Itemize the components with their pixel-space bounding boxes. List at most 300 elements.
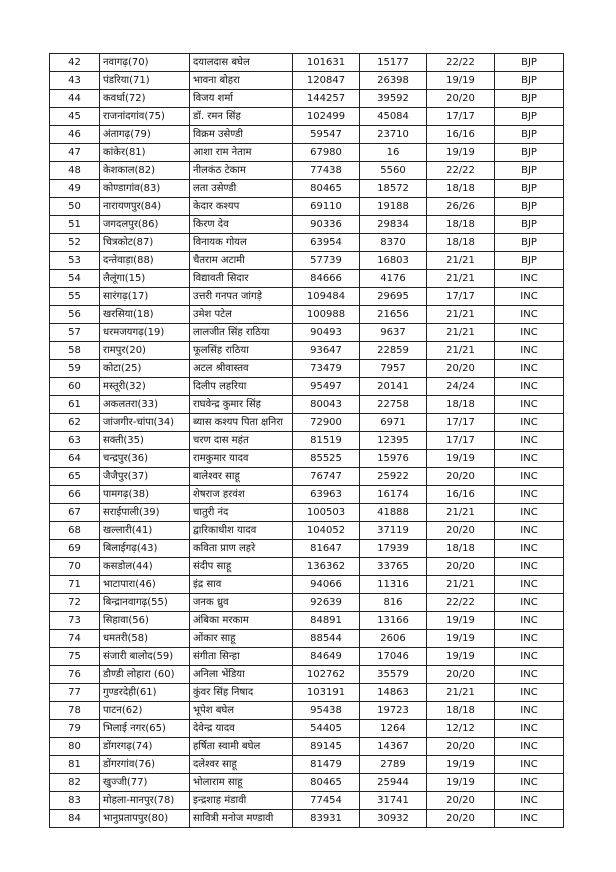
constituency-cell: सिहावा(56) (100, 612, 190, 630)
rounds-cell: 21/21 (427, 306, 495, 324)
constituency-cell: डोंगरगांव(76) (100, 756, 190, 774)
results-table-body (50, 54, 564, 828)
party-cell: INC (495, 396, 564, 414)
party-cell: BJP (495, 144, 564, 162)
constituency-cell: नारायणपुर(84) (100, 198, 190, 216)
serial-number-cell: 78 (50, 702, 100, 720)
votes-cell: 81647 (293, 540, 360, 558)
party-cell: INC (495, 720, 564, 738)
rounds-cell: 20/20 (427, 810, 495, 828)
candidate-cell: अटल श्रीवास्तव (190, 360, 293, 378)
table-row (50, 198, 564, 216)
rounds-cell: 19/19 (427, 612, 495, 630)
candidate-cell: लालजीत सिंह राठिया (190, 324, 293, 342)
margin-cell: 39592 (360, 90, 427, 108)
party-cell: INC (495, 558, 564, 576)
party-cell: INC (495, 630, 564, 648)
votes-cell: 84891 (293, 612, 360, 630)
margin-cell: 22859 (360, 342, 427, 360)
table-row (50, 216, 564, 234)
votes-cell: 84666 (293, 270, 360, 288)
votes-cell: 77438 (293, 162, 360, 180)
serial-number-cell: 55 (50, 288, 100, 306)
serial-number-cell: 42 (50, 54, 100, 72)
table-row (50, 486, 564, 504)
margin-cell: 14367 (360, 738, 427, 756)
votes-cell: 89145 (293, 738, 360, 756)
margin-cell: 16803 (360, 252, 427, 270)
candidate-cell: फूलसिंह राठिया (190, 342, 293, 360)
candidate-cell: चातुरी नंद (190, 504, 293, 522)
margin-cell: 13166 (360, 612, 427, 630)
table-row (50, 756, 564, 774)
margin-cell: 816 (360, 594, 427, 612)
candidate-cell: आशा राम नेताम (190, 144, 293, 162)
table-row (50, 540, 564, 558)
candidate-cell: हर्षिता स्वामी बघेल (190, 738, 293, 756)
table-row (50, 504, 564, 522)
party-cell: INC (495, 684, 564, 702)
votes-cell: 95438 (293, 702, 360, 720)
margin-cell: 11316 (360, 576, 427, 594)
votes-cell: 109484 (293, 288, 360, 306)
rounds-cell: 26/26 (427, 198, 495, 216)
margin-cell: 35579 (360, 666, 427, 684)
rounds-cell: 17/17 (427, 288, 495, 306)
margin-cell: 20141 (360, 378, 427, 396)
margin-cell: 31741 (360, 792, 427, 810)
candidate-cell: जनक ध्रुव (190, 594, 293, 612)
votes-cell: 57739 (293, 252, 360, 270)
votes-cell: 83931 (293, 810, 360, 828)
party-cell: BJP (495, 90, 564, 108)
votes-cell: 88544 (293, 630, 360, 648)
margin-cell: 9637 (360, 324, 427, 342)
votes-cell: 81479 (293, 756, 360, 774)
serial-number-cell: 56 (50, 306, 100, 324)
rounds-cell: 21/21 (427, 270, 495, 288)
serial-number-cell: 44 (50, 90, 100, 108)
table-row (50, 774, 564, 792)
party-cell: INC (495, 540, 564, 558)
party-cell: BJP (495, 126, 564, 144)
party-cell: BJP (495, 234, 564, 252)
party-cell: INC (495, 378, 564, 396)
constituency-cell: कोण्डागांव(83) (100, 180, 190, 198)
rounds-cell: 18/18 (427, 702, 495, 720)
votes-cell: 80465 (293, 180, 360, 198)
constituency-cell: सारंगढ़(17) (100, 288, 190, 306)
votes-cell: 136362 (293, 558, 360, 576)
constituency-cell: धरमजयगढ़(19) (100, 324, 190, 342)
constituency-cell: रामपुर(20) (100, 342, 190, 360)
votes-cell: 63963 (293, 486, 360, 504)
votes-cell: 102499 (293, 108, 360, 126)
serial-number-cell: 63 (50, 432, 100, 450)
constituency-cell: मोहला-मानपुर(78) (100, 792, 190, 810)
table-row (50, 702, 564, 720)
table-row (50, 72, 564, 90)
table-row (50, 792, 564, 810)
margin-cell: 15976 (360, 450, 427, 468)
party-cell: INC (495, 342, 564, 360)
party-cell: BJP (495, 72, 564, 90)
votes-cell: 67980 (293, 144, 360, 162)
rounds-cell: 20/20 (427, 666, 495, 684)
votes-cell: 73479 (293, 360, 360, 378)
margin-cell: 30932 (360, 810, 427, 828)
margin-cell: 37119 (360, 522, 427, 540)
party-cell: INC (495, 504, 564, 522)
margin-cell: 4176 (360, 270, 427, 288)
party-cell: INC (495, 432, 564, 450)
rounds-cell: 20/20 (427, 468, 495, 486)
rounds-cell: 24/24 (427, 378, 495, 396)
margin-cell: 16174 (360, 486, 427, 504)
votes-cell: 144257 (293, 90, 360, 108)
constituency-cell: संजारी बालोद(59) (100, 648, 190, 666)
constituency-cell: केशकाल(82) (100, 162, 190, 180)
candidate-cell: राघवेन्द्र कुमार सिंह (190, 396, 293, 414)
constituency-cell: दन्तेवाड़ा(88) (100, 252, 190, 270)
table-row (50, 378, 564, 396)
votes-cell: 81519 (293, 432, 360, 450)
votes-cell: 90336 (293, 216, 360, 234)
rounds-cell: 19/19 (427, 144, 495, 162)
candidate-cell: दिलीप लहरिया (190, 378, 293, 396)
serial-number-cell: 79 (50, 720, 100, 738)
rounds-cell: 18/18 (427, 540, 495, 558)
table-row (50, 810, 564, 828)
table-row (50, 90, 564, 108)
serial-number-cell: 53 (50, 252, 100, 270)
candidate-cell: देवेन्द्र यादव (190, 720, 293, 738)
margin-cell: 23710 (360, 126, 427, 144)
rounds-cell: 19/19 (427, 72, 495, 90)
table-row (50, 432, 564, 450)
candidate-cell: संदीप साहू (190, 558, 293, 576)
table-row (50, 522, 564, 540)
rounds-cell: 18/18 (427, 216, 495, 234)
votes-cell: 103191 (293, 684, 360, 702)
party-cell: BJP (495, 54, 564, 72)
candidate-cell: ब्यास कश्यप पिता क्षनिरा (190, 414, 293, 432)
constituency-cell: भानुप्रतापपुर(80) (100, 810, 190, 828)
candidate-cell: शेषराज हरवंश (190, 486, 293, 504)
serial-number-cell: 84 (50, 810, 100, 828)
candidate-cell: ओंकार साहू (190, 630, 293, 648)
rounds-cell: 21/21 (427, 504, 495, 522)
rounds-cell: 17/17 (427, 108, 495, 126)
party-cell: INC (495, 792, 564, 810)
candidate-cell: उमेश पटेल (190, 306, 293, 324)
table-row (50, 252, 564, 270)
constituency-cell: नवागढ़(70) (100, 54, 190, 72)
serial-number-cell: 66 (50, 486, 100, 504)
party-cell: INC (495, 774, 564, 792)
table-row (50, 450, 564, 468)
serial-number-cell: 62 (50, 414, 100, 432)
candidate-cell: किरण देव (190, 216, 293, 234)
candidate-cell: भूपेश बघेल (190, 702, 293, 720)
candidate-cell: रामकुमार यादव (190, 450, 293, 468)
constituency-cell: भाटापारा(46) (100, 576, 190, 594)
constituency-cell: पामगढ़(38) (100, 486, 190, 504)
serial-number-cell: 58 (50, 342, 100, 360)
rounds-cell: 17/17 (427, 432, 495, 450)
party-cell: INC (495, 522, 564, 540)
constituency-cell: मस्तूरी(32) (100, 378, 190, 396)
votes-cell: 95497 (293, 378, 360, 396)
party-cell: INC (495, 414, 564, 432)
margin-cell: 29834 (360, 216, 427, 234)
candidate-cell: उत्तरी गनपत जांगड़े (190, 288, 293, 306)
serial-number-cell: 48 (50, 162, 100, 180)
candidate-cell: चैतराम अटामी (190, 252, 293, 270)
margin-cell: 8370 (360, 234, 427, 252)
rounds-cell: 20/20 (427, 792, 495, 810)
table-row (50, 414, 564, 432)
table-row (50, 324, 564, 342)
rounds-cell: 19/19 (427, 630, 495, 648)
constituency-cell: जगदलपुर(86) (100, 216, 190, 234)
table-row (50, 360, 564, 378)
party-cell: INC (495, 738, 564, 756)
rounds-cell: 17/17 (427, 414, 495, 432)
candidate-cell: भोलाराम साहू (190, 774, 293, 792)
constituency-cell: चन्द्रपुर(36) (100, 450, 190, 468)
margin-cell: 17046 (360, 648, 427, 666)
votes-cell: 80043 (293, 396, 360, 414)
table-row (50, 108, 564, 126)
constituency-cell: कवर्धा(72) (100, 90, 190, 108)
serial-number-cell: 50 (50, 198, 100, 216)
table-row (50, 558, 564, 576)
rounds-cell: 18/18 (427, 180, 495, 198)
table-row (50, 180, 564, 198)
constituency-cell: बिलाईगढ़(43) (100, 540, 190, 558)
margin-cell: 2789 (360, 756, 427, 774)
rounds-cell: 19/19 (427, 648, 495, 666)
votes-cell: 102762 (293, 666, 360, 684)
constituency-cell: लैलूंगा(15) (100, 270, 190, 288)
constituency-cell: खरसिया(18) (100, 306, 190, 324)
margin-cell: 5560 (360, 162, 427, 180)
table-row (50, 576, 564, 594)
rounds-cell: 22/22 (427, 594, 495, 612)
margin-cell: 41888 (360, 504, 427, 522)
margin-cell: 6971 (360, 414, 427, 432)
party-cell: INC (495, 468, 564, 486)
party-cell: INC (495, 756, 564, 774)
table-row (50, 54, 564, 72)
constituency-cell: सक्ती(35) (100, 432, 190, 450)
constituency-cell: खुज्जी(77) (100, 774, 190, 792)
serial-number-cell: 83 (50, 792, 100, 810)
table-row (50, 306, 564, 324)
margin-cell: 17939 (360, 540, 427, 558)
candidate-cell: विद्यावती सिदार (190, 270, 293, 288)
rounds-cell: 21/21 (427, 324, 495, 342)
serial-number-cell: 47 (50, 144, 100, 162)
party-cell: INC (495, 360, 564, 378)
results-table (49, 53, 564, 828)
party-cell: INC (495, 486, 564, 504)
rounds-cell: 20/20 (427, 360, 495, 378)
margin-cell: 21656 (360, 306, 427, 324)
votes-cell: 63954 (293, 234, 360, 252)
serial-number-cell: 51 (50, 216, 100, 234)
constituency-cell: पाटन(62) (100, 702, 190, 720)
votes-cell: 93647 (293, 342, 360, 360)
rounds-cell: 21/21 (427, 576, 495, 594)
party-cell: INC (495, 576, 564, 594)
table-row (50, 738, 564, 756)
margin-cell: 1264 (360, 720, 427, 738)
margin-cell: 33765 (360, 558, 427, 576)
party-cell: INC (495, 666, 564, 684)
votes-cell: 92639 (293, 594, 360, 612)
serial-number-cell: 73 (50, 612, 100, 630)
table-row (50, 630, 564, 648)
party-cell: INC (495, 450, 564, 468)
serial-number-cell: 72 (50, 594, 100, 612)
serial-number-cell: 64 (50, 450, 100, 468)
constituency-cell: डौण्डी लोहारा (60) (100, 666, 190, 684)
votes-cell: 54405 (293, 720, 360, 738)
candidate-cell: द्वारिकाधीश यादव (190, 522, 293, 540)
serial-number-cell: 60 (50, 378, 100, 396)
party-cell: BJP (495, 180, 564, 198)
party-cell: INC (495, 648, 564, 666)
rounds-cell: 12/12 (427, 720, 495, 738)
margin-cell: 19723 (360, 702, 427, 720)
constituency-cell: बिन्द्रानवागढ़(55) (100, 594, 190, 612)
party-cell: BJP (495, 216, 564, 234)
votes-cell: 94066 (293, 576, 360, 594)
constituency-cell: कोटा(25) (100, 360, 190, 378)
serial-number-cell: 54 (50, 270, 100, 288)
candidate-cell: कुंवर सिंह निषाद (190, 684, 293, 702)
constituency-cell: सराईपाली(39) (100, 504, 190, 522)
margin-cell: 12395 (360, 432, 427, 450)
serial-number-cell: 69 (50, 540, 100, 558)
serial-number-cell: 61 (50, 396, 100, 414)
candidate-cell: इंद्र साव (190, 576, 293, 594)
margin-cell: 26398 (360, 72, 427, 90)
margin-cell: 15177 (360, 54, 427, 72)
margin-cell: 25944 (360, 774, 427, 792)
serial-number-cell: 75 (50, 648, 100, 666)
constituency-cell: चित्रकोट(87) (100, 234, 190, 252)
table-row (50, 162, 564, 180)
candidate-cell: विनायक गोयल (190, 234, 293, 252)
rounds-cell: 20/20 (427, 90, 495, 108)
votes-cell: 101631 (293, 54, 360, 72)
votes-cell: 104052 (293, 522, 360, 540)
candidate-cell: विक्रम उसेण्डी (190, 126, 293, 144)
margin-cell: 14863 (360, 684, 427, 702)
constituency-cell: जैजैपुर(37) (100, 468, 190, 486)
margin-cell: 16 (360, 144, 427, 162)
rounds-cell: 18/18 (427, 396, 495, 414)
serial-number-cell: 80 (50, 738, 100, 756)
table-row (50, 720, 564, 738)
constituency-cell: डोंगरगढ़(74) (100, 738, 190, 756)
rounds-cell: 20/20 (427, 522, 495, 540)
serial-number-cell: 52 (50, 234, 100, 252)
votes-cell: 69110 (293, 198, 360, 216)
serial-number-cell: 82 (50, 774, 100, 792)
votes-cell: 120847 (293, 72, 360, 90)
candidate-cell: दलेश्वर साहू (190, 756, 293, 774)
votes-cell: 90493 (293, 324, 360, 342)
serial-number-cell: 59 (50, 360, 100, 378)
party-cell: BJP (495, 252, 564, 270)
table-row (50, 612, 564, 630)
constituency-cell: कसडोल(44) (100, 558, 190, 576)
candidate-cell: लता उसेण्डी (190, 180, 293, 198)
serial-number-cell: 74 (50, 630, 100, 648)
party-cell: INC (495, 270, 564, 288)
rounds-cell: 19/19 (427, 774, 495, 792)
votes-cell: 72900 (293, 414, 360, 432)
rounds-cell: 20/20 (427, 558, 495, 576)
candidate-cell: नीलकंठ टेकाम (190, 162, 293, 180)
candidate-cell: विजय शर्मा (190, 90, 293, 108)
margin-cell: 7957 (360, 360, 427, 378)
candidate-cell: संगीता सिन्हा (190, 648, 293, 666)
rounds-cell: 16/16 (427, 126, 495, 144)
table-row (50, 648, 564, 666)
votes-cell: 85525 (293, 450, 360, 468)
party-cell: BJP (495, 108, 564, 126)
party-cell: INC (495, 594, 564, 612)
candidate-cell: डॉ. रमन सिंह (190, 108, 293, 126)
candidate-cell: भावना बोहरा (190, 72, 293, 90)
serial-number-cell: 70 (50, 558, 100, 576)
rounds-cell: 22/22 (427, 162, 495, 180)
serial-number-cell: 68 (50, 522, 100, 540)
table-row (50, 126, 564, 144)
rounds-cell: 20/20 (427, 738, 495, 756)
constituency-cell: राजनांदगांव(75) (100, 108, 190, 126)
table-row (50, 234, 564, 252)
party-cell: INC (495, 306, 564, 324)
votes-cell: 100503 (293, 504, 360, 522)
table-row (50, 684, 564, 702)
votes-cell: 80465 (293, 774, 360, 792)
serial-number-cell: 46 (50, 126, 100, 144)
votes-cell: 76747 (293, 468, 360, 486)
rounds-cell: 18/18 (427, 234, 495, 252)
serial-number-cell: 65 (50, 468, 100, 486)
table-row (50, 144, 564, 162)
constituency-cell: पंडरिया(71) (100, 72, 190, 90)
votes-cell: 100988 (293, 306, 360, 324)
rounds-cell: 21/21 (427, 252, 495, 270)
rounds-cell: 19/19 (427, 756, 495, 774)
party-cell: INC (495, 810, 564, 828)
constituency-cell: अंतागढ़(79) (100, 126, 190, 144)
constituency-cell: भिलाई नगर(65) (100, 720, 190, 738)
serial-number-cell: 76 (50, 666, 100, 684)
table-row (50, 468, 564, 486)
party-cell: BJP (495, 198, 564, 216)
serial-number-cell: 57 (50, 324, 100, 342)
votes-cell: 59547 (293, 126, 360, 144)
candidate-cell: कविता प्राण लहरे (190, 540, 293, 558)
